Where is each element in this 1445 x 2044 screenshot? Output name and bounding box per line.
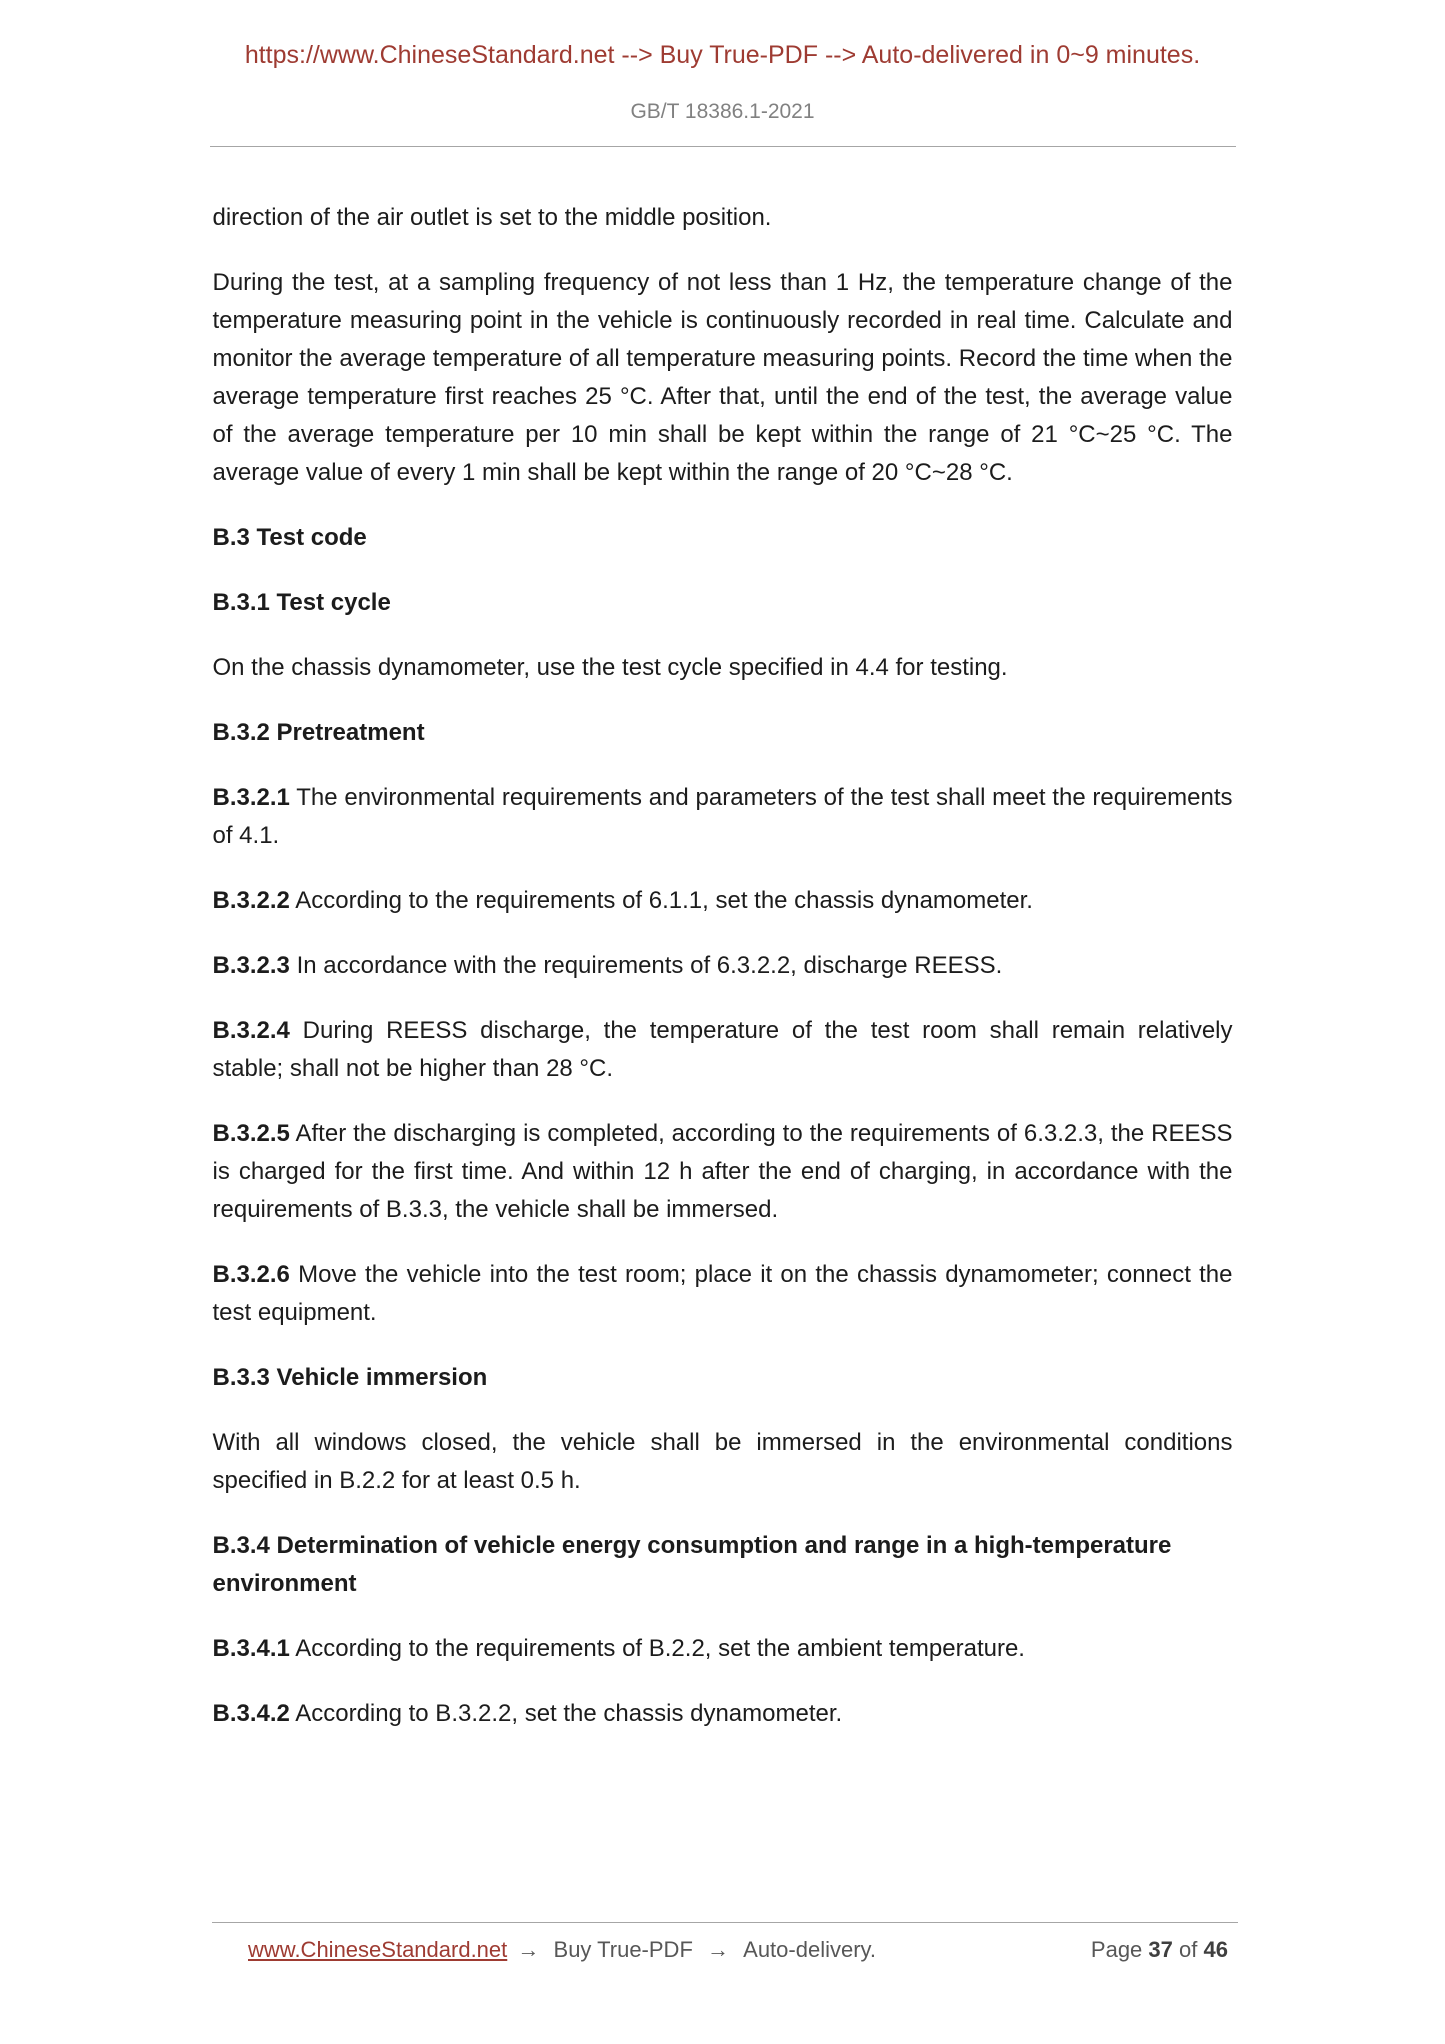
document-body <box>213 147 1233 1733</box>
arrow-icon: → <box>707 1937 730 1962</box>
footer-delivery-label: Auto-delivery. <box>743 1937 877 1962</box>
page-current: 37 <box>1148 1937 1173 1962</box>
clause-text: After the discharging is completed, according to the requirements of 6.3.2.3, the REESS is charged for the first time. And within 12 h after the end of charging, in accordance with the requirements of B.3.3, the vehicle shall be immersed. <box>212 1120 1233 1223</box>
heading-b31: B.3.1 Test cycle <box>212 589 391 616</box>
heading-b34: B.3.4 Determination of vehicle energy consumption and range in a high-temperature environment <box>212 1532 1172 1597</box>
clause-b342 <box>213 1695 1233 1733</box>
clause-b324 <box>213 1012 1233 1088</box>
clause-number: B.3.4.2 <box>212 1700 290 1727</box>
clause-text: According to B.3.2.2, set the chassis dynamometer. <box>295 1700 843 1727</box>
clause-number: B.3.2.1 <box>212 784 290 811</box>
paragraph-test-cycle: On the chassis dynamometer, use the test cycle specified in 4.4 for testing. <box>212 654 1008 681</box>
clause-text: Move the vehicle into the test room; place it on the chassis dynamometer; connect the test equipment. <box>212 1261 1233 1326</box>
paragraph-test-recording: During the test, at a sampling frequency of not less than 1 Hz, the temperature change of the temperature measuring point in the vehicle is continuously recorded in real time. Calculate and monitor the average temperature of all temperature measuring points. Record the time when the average temperature first reaches 25 °C. After that, until the end of the test, the average value of the average temperature per 10 min shall be kept within the range of 21 °C~25 °C. The average value of every 1 min shall be kept within the range of 20 °C~28 °C. <box>212 269 1233 486</box>
clause-b341 <box>213 1630 1233 1668</box>
footer-site-link[interactable]: www.ChineseStandard.net <box>248 1937 508 1962</box>
clause-text: The environmental requirements and parameters of the test shall meet the requirements of 4.1. <box>212 784 1233 849</box>
clause-number: B.3.2.6 <box>212 1261 290 1288</box>
page-total: 46 <box>1203 1937 1228 1962</box>
clause-text: According to the requirements of 6.1.1, set the chassis dynamometer. <box>295 887 1033 914</box>
clause-text: According to the requirements of B.2.2, set the ambient temperature. <box>295 1635 1025 1662</box>
footer-site-line <box>248 1937 880 1963</box>
heading-b33: B.3.3 Vehicle immersion <box>212 1364 488 1391</box>
arrow-icon: → <box>517 1937 540 1962</box>
clause-text: In accordance with the requirements of 6.3.2.2, discharge REESS. <box>296 952 1003 979</box>
clause-number: B.3.2.2 <box>212 887 290 914</box>
page-of-label: of <box>1179 1937 1198 1962</box>
page-footer <box>212 1922 1238 1963</box>
clause-number: B.3.2.5 <box>212 1120 290 1147</box>
clause-b322 <box>213 882 1233 920</box>
clause-number: B.3.2.3 <box>212 952 290 979</box>
footer-buy-label: Buy True-PDF <box>553 1937 693 1962</box>
clause-number: B.3.2.4 <box>212 1017 290 1044</box>
page-label: Page <box>1090 1937 1143 1962</box>
heading-b32: B.3.2 Pretreatment <box>212 719 425 746</box>
clause-text: During REESS discharge, the temperature of the test room shall remain relatively stable; shall not be higher than 28 °C. <box>212 1017 1233 1082</box>
header-url-line[interactable]: https://www.ChineseStandard.net --> Buy True-PDF --> Auto-delivered in 0~9 minutes. <box>244 41 1201 69</box>
page-header <box>0 0 1445 147</box>
clause-b326 <box>213 1256 1233 1332</box>
page-indicator <box>1091 1937 1228 1963</box>
clause-b323 <box>213 947 1233 985</box>
paragraph-immersion: With all windows closed, the vehicle shall be immersed in the environmental conditions specified in B.2.2 for at least 0.5 h. <box>212 1429 1233 1494</box>
clause-number: B.3.4.1 <box>212 1635 290 1662</box>
clause-b321 <box>213 779 1233 855</box>
standard-number: GB/T 18386.1-2021 <box>630 100 815 123</box>
paragraph-continuation: direction of the air outlet is set to the middle position. <box>212 204 772 231</box>
heading-b3: B.3 Test code <box>212 524 367 551</box>
clause-b325 <box>213 1115 1233 1229</box>
